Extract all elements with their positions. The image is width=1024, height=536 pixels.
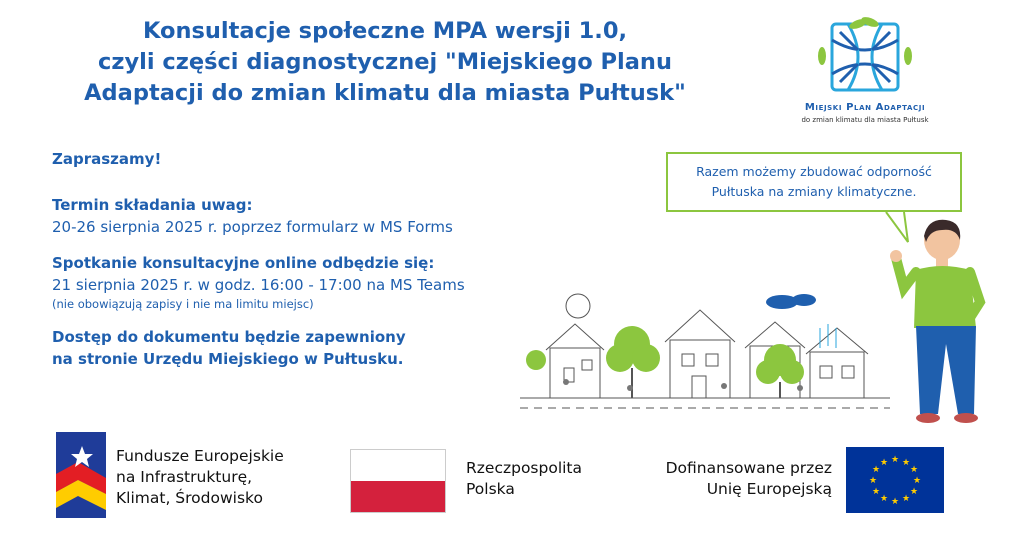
logo-name: Miejski Plan Adaptacji xyxy=(804,102,926,113)
eu-flag-icon xyxy=(846,447,944,513)
svg-text:★: ★ xyxy=(871,487,881,497)
svg-text:★: ★ xyxy=(901,458,911,468)
ue-line-1: Dofinansowane przez xyxy=(665,459,832,477)
page-title xyxy=(40,16,730,109)
meeting-text: 21 sierpnia 2025 r. w godz. 16:00 - 17:00 na MS Teams xyxy=(52,276,465,294)
fe-text xyxy=(116,446,284,509)
svg-text:★: ★ xyxy=(909,487,919,497)
svg-text:★: ★ xyxy=(912,476,922,486)
ue-text xyxy=(642,458,832,500)
invite-text: Zapraszamy! xyxy=(52,150,162,168)
town-illustration xyxy=(520,288,890,418)
main-content xyxy=(52,148,532,370)
mpa-logo-icon xyxy=(770,16,960,102)
bubble-line-2: Pułtuska na zmiany klimatyczne. xyxy=(711,184,917,199)
mpa-logo xyxy=(770,16,960,128)
fundusze-europejskie-logo xyxy=(56,432,106,518)
title-line-3: Adaptacji do zmian klimatu dla miasta Pułtusk" xyxy=(84,80,686,106)
speech-bubble xyxy=(666,152,962,212)
svg-text:★: ★ xyxy=(909,465,919,475)
ue-line-2: Unię Europejską xyxy=(706,480,832,498)
deadline-label: Termin składania uwag: xyxy=(52,196,253,214)
svg-text:★: ★ xyxy=(890,455,900,465)
rp-line-2: Polska xyxy=(466,480,515,498)
fe-line-1: Fundusze Europejskie xyxy=(116,447,284,465)
bubble-line-1: Razem możemy zbudować odporność xyxy=(696,164,932,179)
svg-text:★: ★ xyxy=(879,458,889,468)
logo-subtitle: do zmian klimatu dla miasta Pułtusk xyxy=(801,116,929,124)
rp-text xyxy=(466,458,582,500)
svg-text:★: ★ xyxy=(901,494,911,504)
svg-text:★: ★ xyxy=(871,465,881,475)
meeting-label: Spotkanie konsultacyjne online odbędzie się: xyxy=(52,254,435,272)
title-line-2: czyli części diagnostycznej "Miejskiego Planu xyxy=(98,49,672,75)
access-line-2: na stronie Urzędu Miejskiego w Pułtusku. xyxy=(52,350,404,368)
access-line-1: Dostęp do dokumentu będzie zapewniony xyxy=(52,328,406,346)
svg-text:★: ★ xyxy=(879,494,889,504)
svg-text:★: ★ xyxy=(890,497,900,507)
fe-line-2: na Infrastrukturę, xyxy=(116,468,253,486)
title-line-1: Konsultacje społeczne MPA wersji 1.0, xyxy=(142,18,628,44)
rp-line-1: Rzeczpospolita xyxy=(466,459,583,477)
person-illustration xyxy=(886,218,996,428)
deadline-text: 20-26 sierpnia 2025 r. poprzez formularz w MS Forms xyxy=(52,218,453,236)
fe-line-3: Klimat, Środowisko xyxy=(116,489,263,507)
polish-flag-icon xyxy=(350,449,446,513)
meeting-note: (nie obowiązują zapisy i nie ma limitu miejsc) xyxy=(52,297,314,311)
svg-text:★: ★ xyxy=(868,476,878,486)
